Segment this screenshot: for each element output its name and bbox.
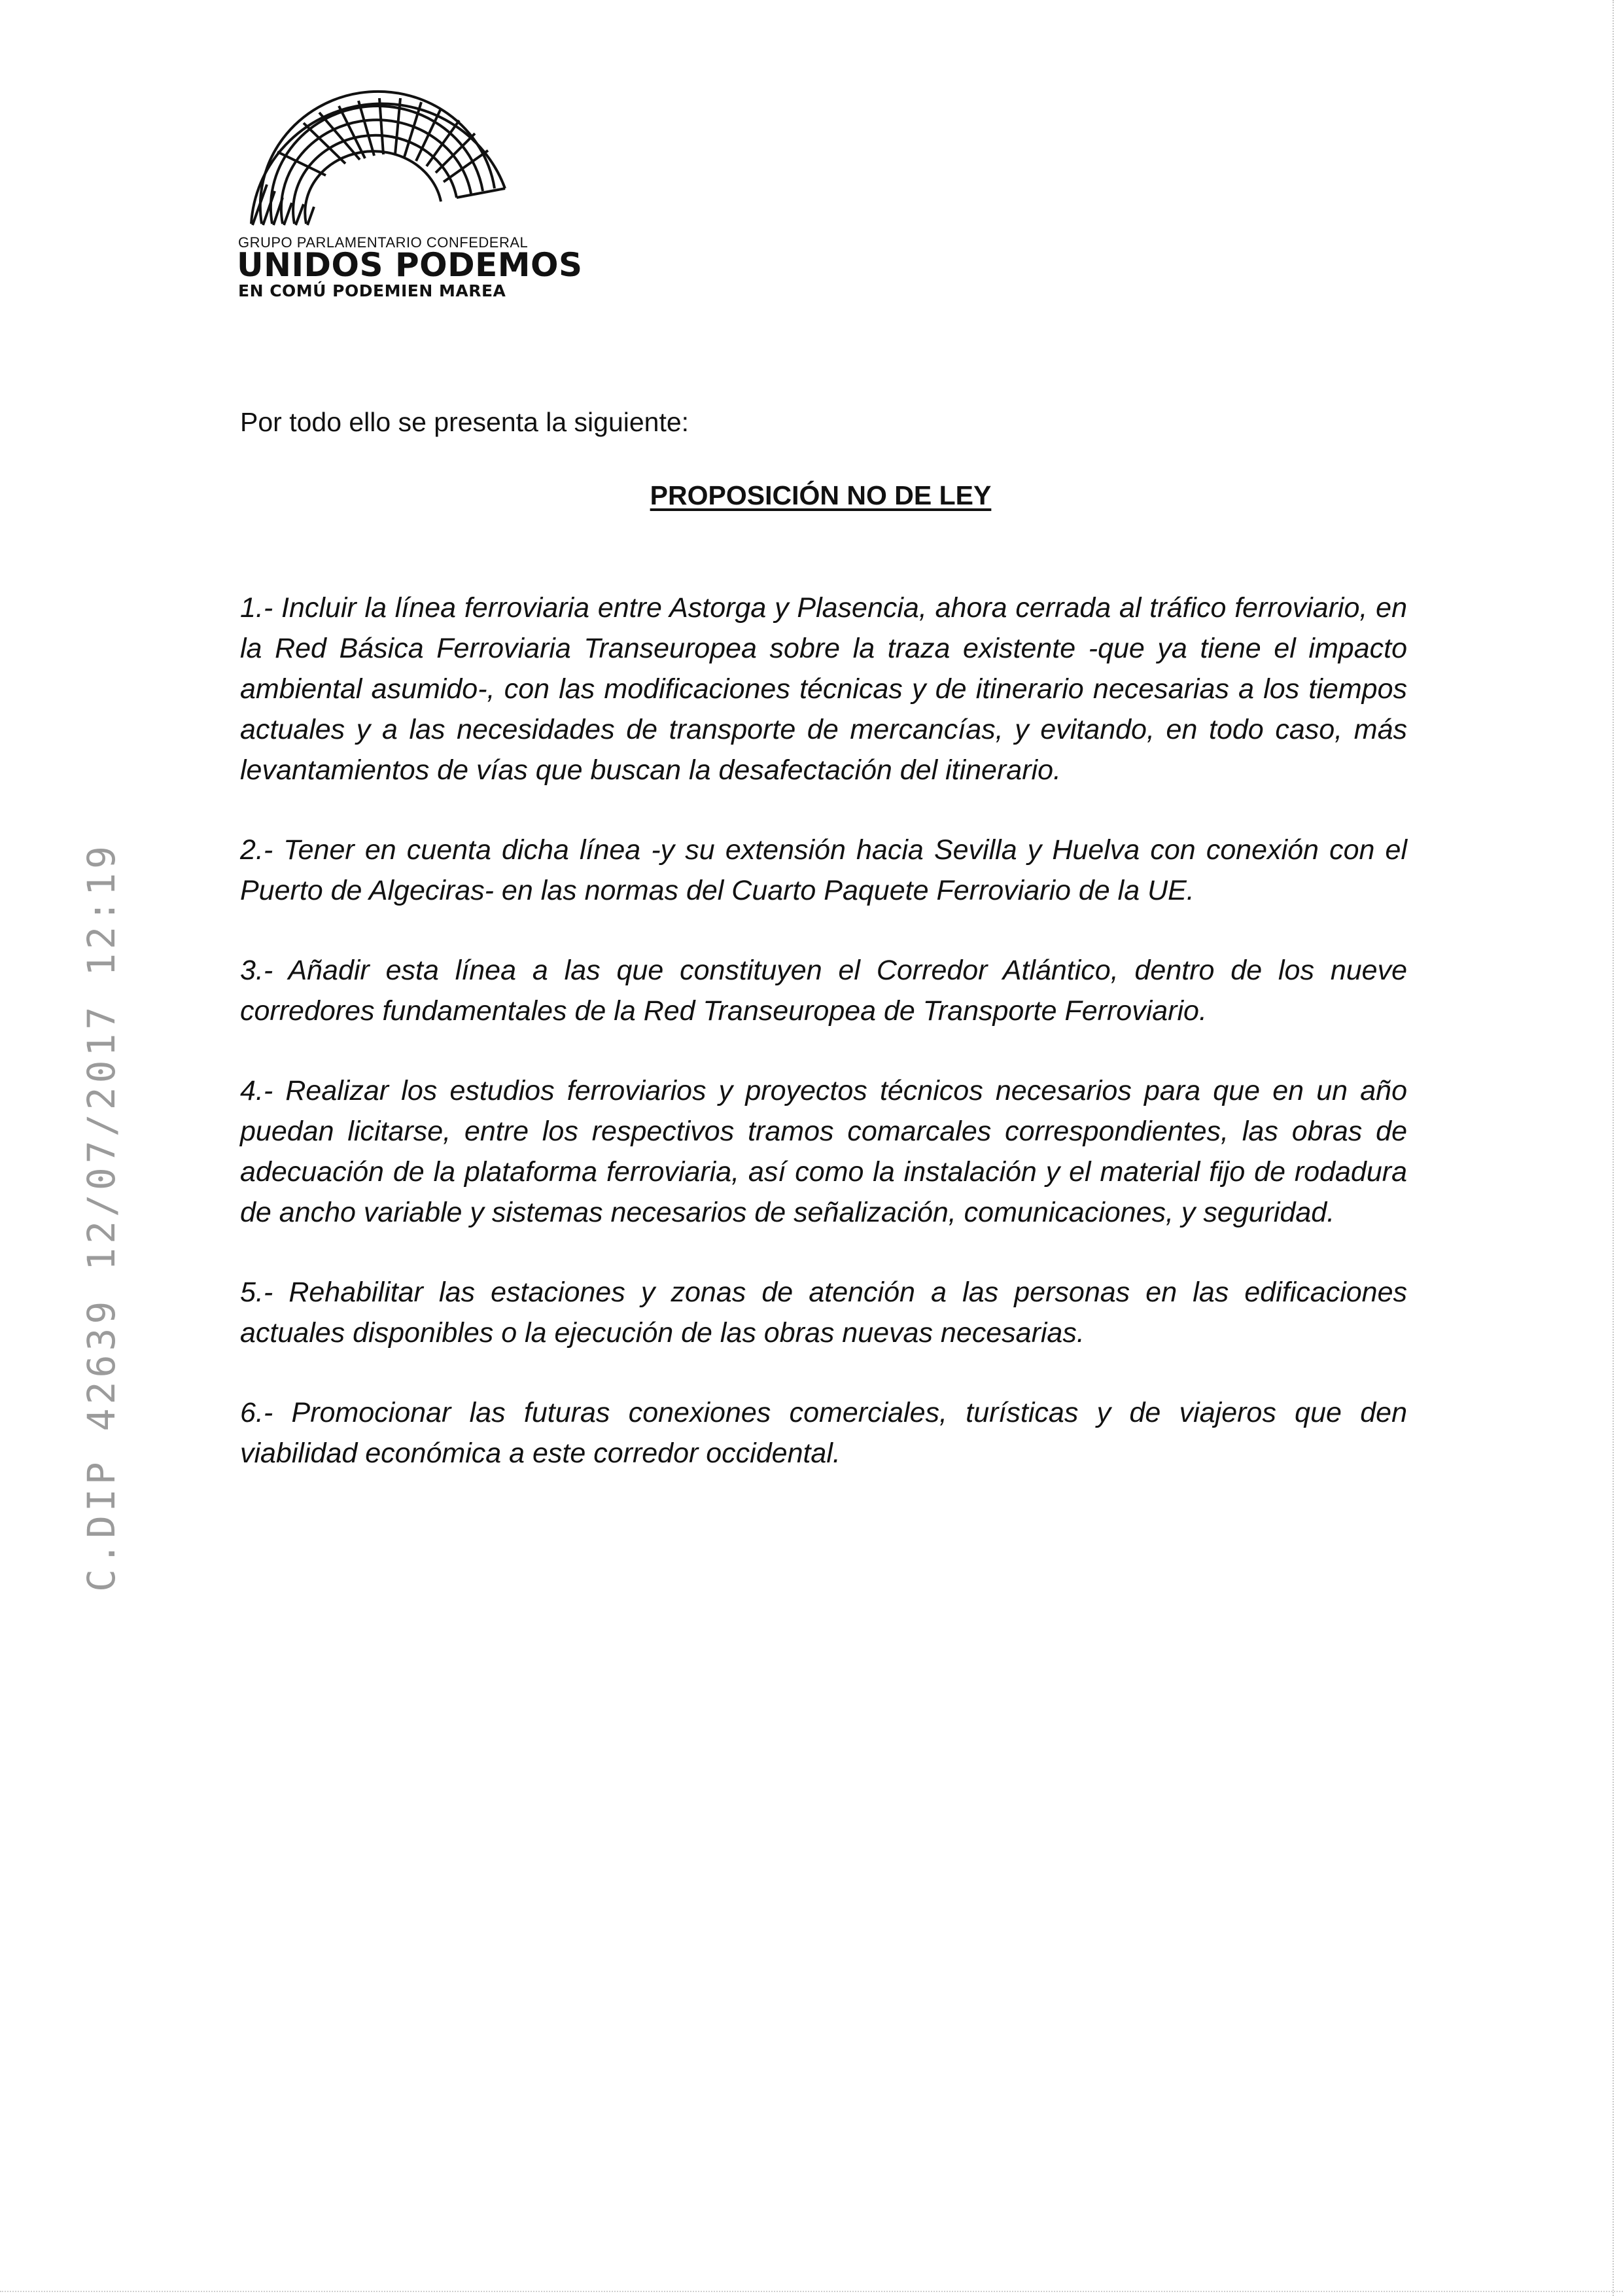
intro-text: Por todo ello se presenta la siguiente: — [240, 407, 689, 437]
logo-group-label: GRUPO PARLAMENTARIO CONFEDERAL — [238, 234, 529, 251]
scan-edge-right — [1613, 0, 1623, 2296]
proposal-item-4: 4.- Realizar los estudios ferroviarios y proyectos técnicos necesarios para que en un año puedan licitarse, entre los respectivos tramos comarcales correspondientes, las obras de adecuación de la plataforma ferroviaria, así como la instalación y el material fijo de rodadura de ancho variable y sistemas necesarios de señalización, comunicaciones, y seguridad. — [240, 1075, 1407, 1228]
document-heading — [0, 480, 1623, 511]
proposal-list — [240, 588, 1407, 1513]
registration-stamp: C.DIP 42639 12/07/2017 12:19 — [79, 842, 124, 1592]
parliament-hemicycle-icon — [241, 86, 515, 237]
proposal-item-1: 1.- Incluir la línea ferroviaria entre Astorga y Plasencia, ahora cerrada al tráfico ferroviario, en la Red Básica Ferroviaria Transeuropea sobre la traza existente -que ya tiene el impacto ambiental asumido-, con las modificaciones técnicas y de itinerario necesarias a los tiempos actuales y a las necesidades de transporte de mercancías, y evitando, en todo caso, más levantamientos de vías que buscan la desafectación del itinerario. — [240, 592, 1407, 786]
logo-party-name: UNIDOS PODEMOS — [237, 246, 583, 284]
proposal-item-6: 6.- Promocionar las futuras conexiones comerciales, turísticas y de viajeros que den viabilidad económica a este corredor occidental. — [240, 1397, 1407, 1469]
logo-coalition-label: EN COMÚ PODEMIEN MAREA — [238, 281, 506, 300]
scan-edge-bottom — [0, 2291, 1623, 2292]
proposal-item-2: 2.- Tener en cuenta dicha línea -y su extensión hacia Sevilla y Huelva con conexión con el Puerto de Algeciras- en las normas del Cuarto Paquete Ferroviario de la UE. — [240, 834, 1407, 906]
party-logo — [237, 86, 583, 302]
proposal-item-5: 5.- Rehabilitar las estaciones y zonas de atención a las personas en las edificaciones actuales disponibles o la ejecución de las obras nuevas necesarias. — [240, 1277, 1407, 1349]
proposal-item-3: 3.- Añadir esta línea a las que constituyen el Corredor Atlántico, dentro de los nueve corredores fundamentales de la Red Transeuropea de Transporte Ferroviario. — [240, 955, 1407, 1027]
heading-text: PROPOSICIÓN NO DE LEY — [650, 480, 992, 510]
